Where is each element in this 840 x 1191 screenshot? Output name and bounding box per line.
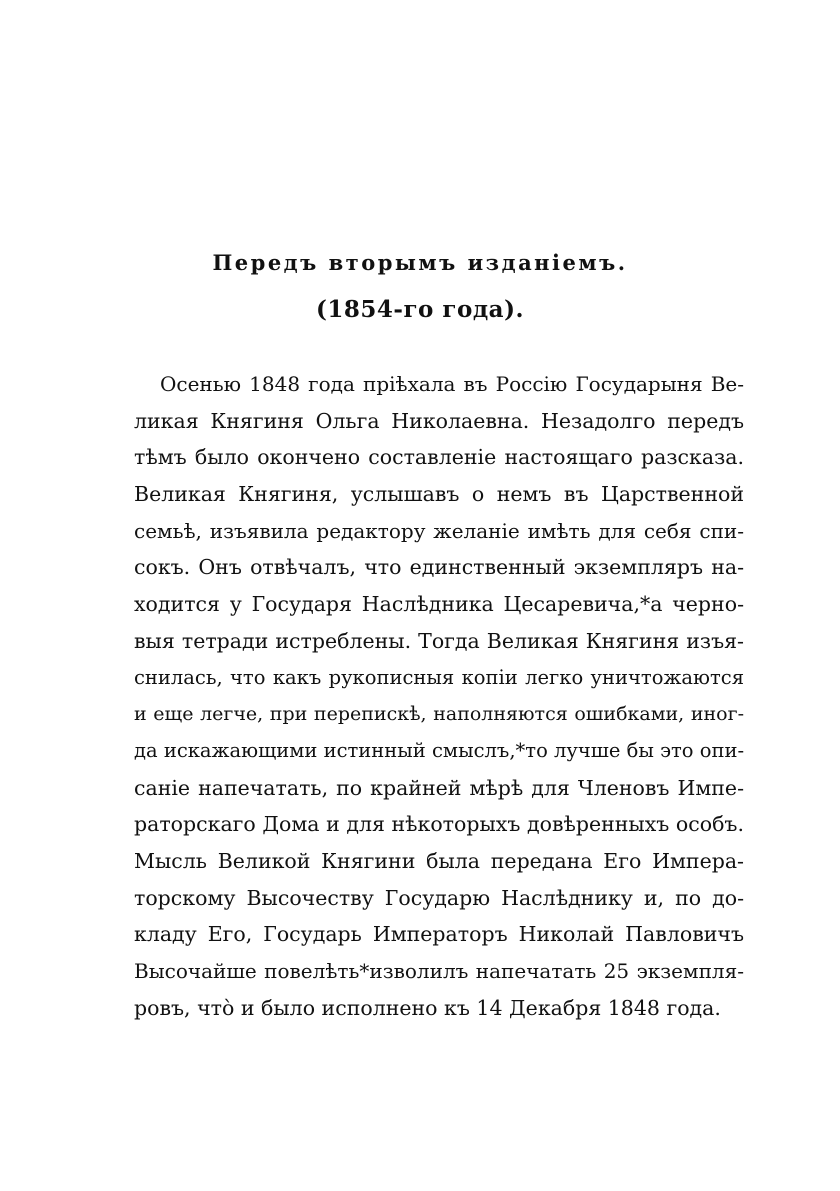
body-paragraph xyxy=(134,366,744,1026)
page-subtitle: (1854-го года). xyxy=(316,296,524,323)
text-line: тѣмъ было окончено составленіе настоящаго разсказа. xyxy=(134,445,744,470)
text-line: и еще легче, при перепискѣ, наполняются ошибками, иног- xyxy=(134,703,744,726)
text-line: семьѣ, изъявила редактору желаніе имѣть для себя спи- xyxy=(134,518,744,543)
text-line: Великая Княгиня, услышавъ о немъ въ Царственной xyxy=(134,482,744,507)
text-line: сокъ. Онъ отвѣчалъ, что единственный экземпляръ на- xyxy=(134,555,744,580)
text-line: раторскаго Дома и для нѣкоторыхъ довѣренныхъ особъ. xyxy=(134,812,744,837)
text-line: Осенью 1848 года пріѣхала въ Россію Государыня Ве- xyxy=(160,372,744,396)
text-line: выя тетради истреблены. Тогда Великая Княгиня изъя- xyxy=(134,628,744,653)
text-line: Высочайше повелѣть*изволилъ напечатать 25 экземпля- xyxy=(134,959,744,983)
text-line: кладу Его, Государь Императоръ Николай Павловичъ xyxy=(134,922,744,947)
text-line: ровъ, что̀ и было исполнено къ 14 Декабря 1848 года. xyxy=(134,995,721,1020)
text-line: Мысль Великой Княгини была передана Его Импера- xyxy=(134,848,744,873)
text-line: снилась, что какъ рукописныя копіи легко уничтожаются xyxy=(134,665,744,689)
page-title: Передъ вторымъ изданіемъ. xyxy=(212,250,628,275)
text-line: ходится у Государя Наслѣдника Цесаревича,*а черно- xyxy=(134,592,744,617)
text-line: ликая Княгиня Ольга Николаевна. Незадолго передъ xyxy=(134,408,744,433)
text-line: да искажающими истинный смыслъ,*то лучше бы это опи- xyxy=(134,738,745,762)
text-line: саніе напечатать, по крайней мѣрѣ для Членовъ Импе- xyxy=(134,775,744,800)
text-line: торскому Высочеству Государю Наслѣднику и, по до- xyxy=(134,885,744,910)
